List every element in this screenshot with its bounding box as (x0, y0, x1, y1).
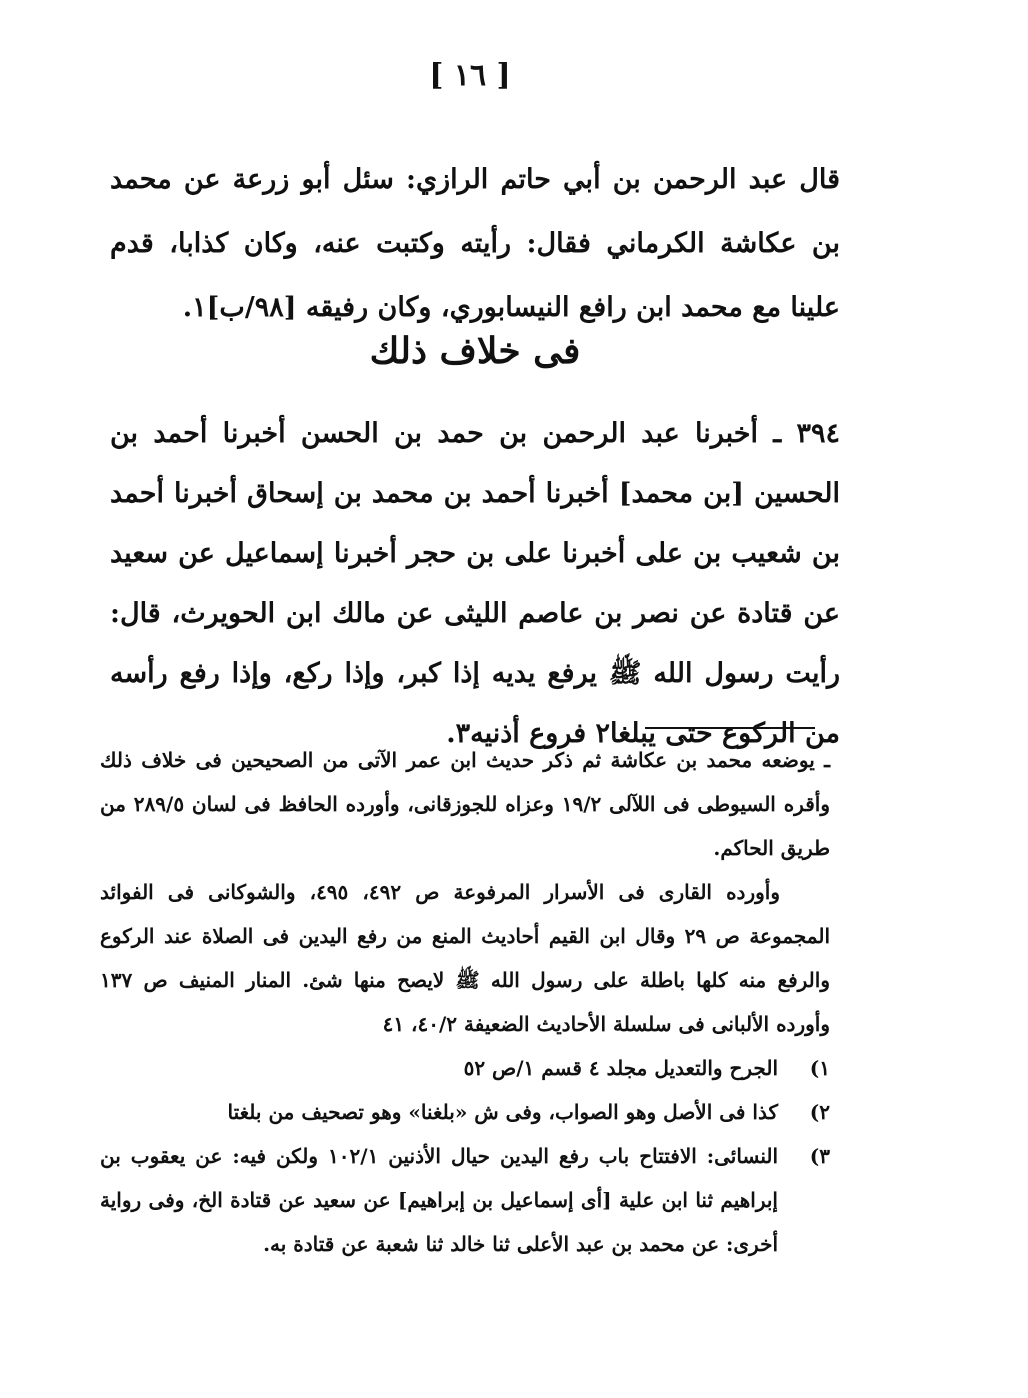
hadith-paragraph (110, 404, 840, 764)
footnote-number: ١) (809, 1056, 830, 1080)
footnote-text: الجرح والتعديل مجلد ٤ قسم ١/ص ٥٢ (463, 1056, 778, 1080)
main-paragraph (110, 148, 840, 340)
footnote-number: ٢) (809, 1100, 830, 1124)
footnotes (100, 738, 830, 1266)
hadith-paragraph-text: ٣٩٤ ـ أخبرنا عبد الرحمن بن حمد بن الحسن أخبرنا أحمد بن الحسين [بن محمد] أخبرنا أحمد بن محمد بن إسحاق أخبرنا أحمد بن شعيب بن على أخبرنا على بن حجر أخبرنا إسماعيل عن سعيد عن قتادة عن نصر بن عاصم الليثى عن مالك ابن الحويرث، قال: رأيت رسول الله ﷺ يرفع يديه إذا كبر، وإذا ركع، وإذا رفع رأسه من الركوع حتى يبلغا٢ فروع أذنيه٣. (110, 418, 840, 749)
footnote-item-2 (100, 1090, 830, 1134)
section-heading: فى خلاف ذلك (369, 330, 581, 372)
footnote-item-3 (100, 1134, 830, 1266)
footnote-intro: ـ يوضعه محمد بن عكاشة ثم ذكر حديث ابن عمر الآتى من الصحيحين فى خلاف ذلك وأقره السيوطى فى اللآلى ١٩/٢ وعزاه للجوزقانى، وأورده الحافظ فى لسان ٢٨٩/٥ من طريق الحاكم. (100, 748, 830, 860)
footnote-item-1 (100, 1046, 830, 1090)
footnote-text: كذا فى الأصل وهو الصواب، وفى ش «بلغنا» وهو تصحيف من بلغتا (227, 1100, 778, 1124)
footnote-paragraph: وأورده القارى فى الأسرار المرفوعة ص ٤٩٢، ٤٩٥، والشوكانى فى الفوائد المجموعة ص ٢٩ وقال ابن القيم أحاديث المنع من رفع اليدين فى الصلاة عند الركوع والرفع منه كلها باطلة على رسول الله ﷺ لايصح منها شئ. المنار المنيف ص ١٣٧ وأورده الألبانى فى سلسلة الأحاديث الضعيفة ٤٠/٢، ٤١ (100, 880, 831, 1036)
footnote-number: ٣) (809, 1144, 830, 1168)
footnote-text: النسائى: الافتتاح باب رفع اليدين حيال الأذنين ١٠٢/١ ولكن فيه: عن يعقوب بن إبراهيم ثنا ابن علية [أى إسماعيل بن إبراهيم] عن سعيد عن قتادة الخ، وفى رواية أخرى: عن محمد بن عبد الأعلى ثنا خالد ثنا شعبة عن قتادة به. (100, 1144, 778, 1256)
page-number: [ ١٦ ] (429, 58, 511, 93)
footnote-divider (645, 727, 815, 729)
main-paragraph-text: قال عبد الرحمن بن أبي حاتم الرازي: سئل أبو زرعة عن محمد بن عكاشة الكرماني فقال: رأيته وكتبت عنه، وكان كذابا، قدم علينا مع محمد ابن رافع النيسابوري، وكان رفيقه [٩٨/ب]١. (110, 164, 840, 323)
